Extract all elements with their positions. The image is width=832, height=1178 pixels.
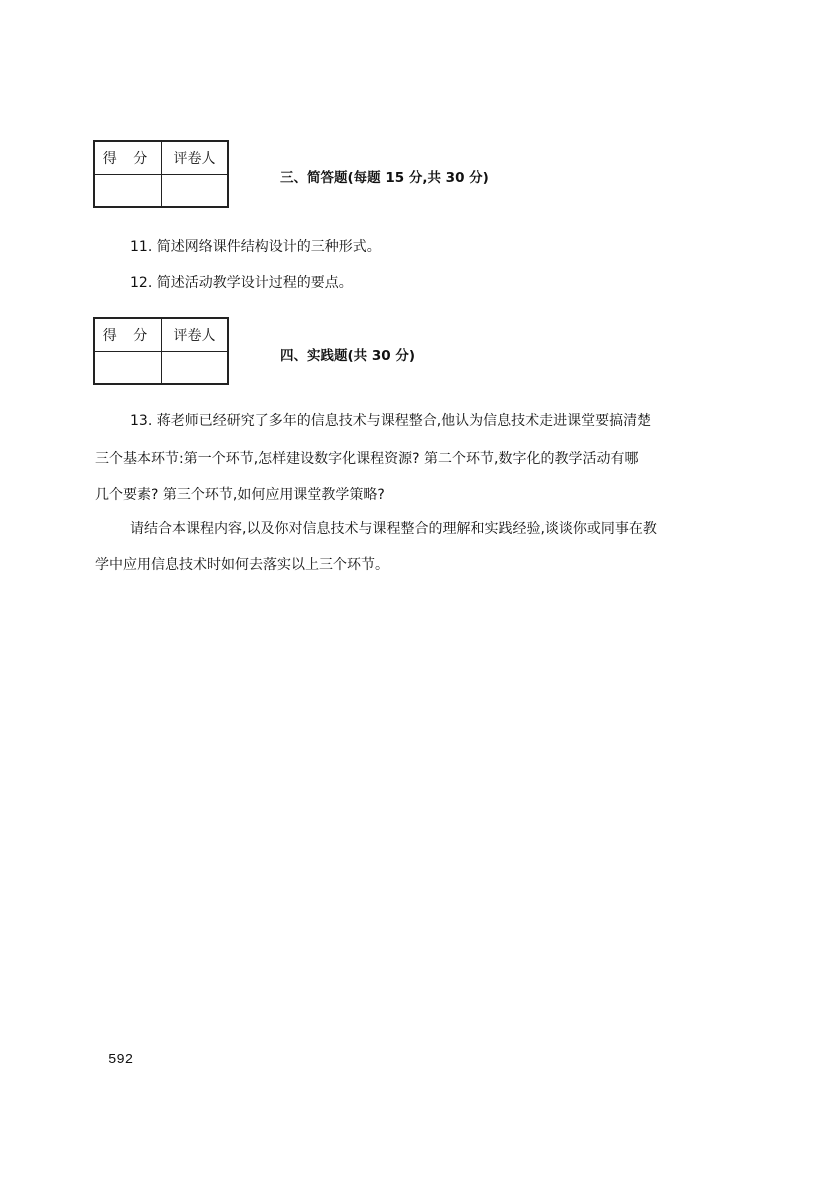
instruction-line-2: 学中应用信息技术时如何去落实以上三个环节。 [95,557,389,573]
question-13-line-3: 几个要素? 第三个环节,如何应用课堂教学策略? [95,487,385,503]
question-13-line-1: 13. 蒋老师已经研究了多年的信息技术与课程整合,他认为信息技术走进课堂要搞清楚 [130,413,652,429]
score-label: 得 分 [94,141,162,175]
score-cell [94,175,162,208]
question-12: 12. 简述活动教学设计过程的要点。 [130,275,353,291]
score-box-section-3 [93,140,229,208]
section-3-title: 三、简答题(每题 15 分,共 30 分) [280,170,489,186]
section-4-title: 四、实践题(共 30 分) [280,348,416,364]
instruction-line-1: 请结合本课程内容,以及你对信息技术与课程整合的理解和实践经验,谈谈你或同事在教 [130,521,657,537]
page-number: 592 [108,1052,134,1068]
question-13-line-2: 三个基本环节:第一个环节,怎样建设数字化课程资源? 第二个环节,数字化的教学活动有哪 [95,451,639,467]
grader-cell [162,352,229,385]
score-box-section-4 [93,317,229,385]
question-11: 11. 简述网络课件结构设计的三种形式。 [130,239,381,255]
grader-label: 评卷人 [162,318,229,352]
grader-label: 评卷人 [162,141,229,175]
grader-cell [162,175,229,208]
score-cell [94,352,162,385]
score-label: 得 分 [94,318,162,352]
